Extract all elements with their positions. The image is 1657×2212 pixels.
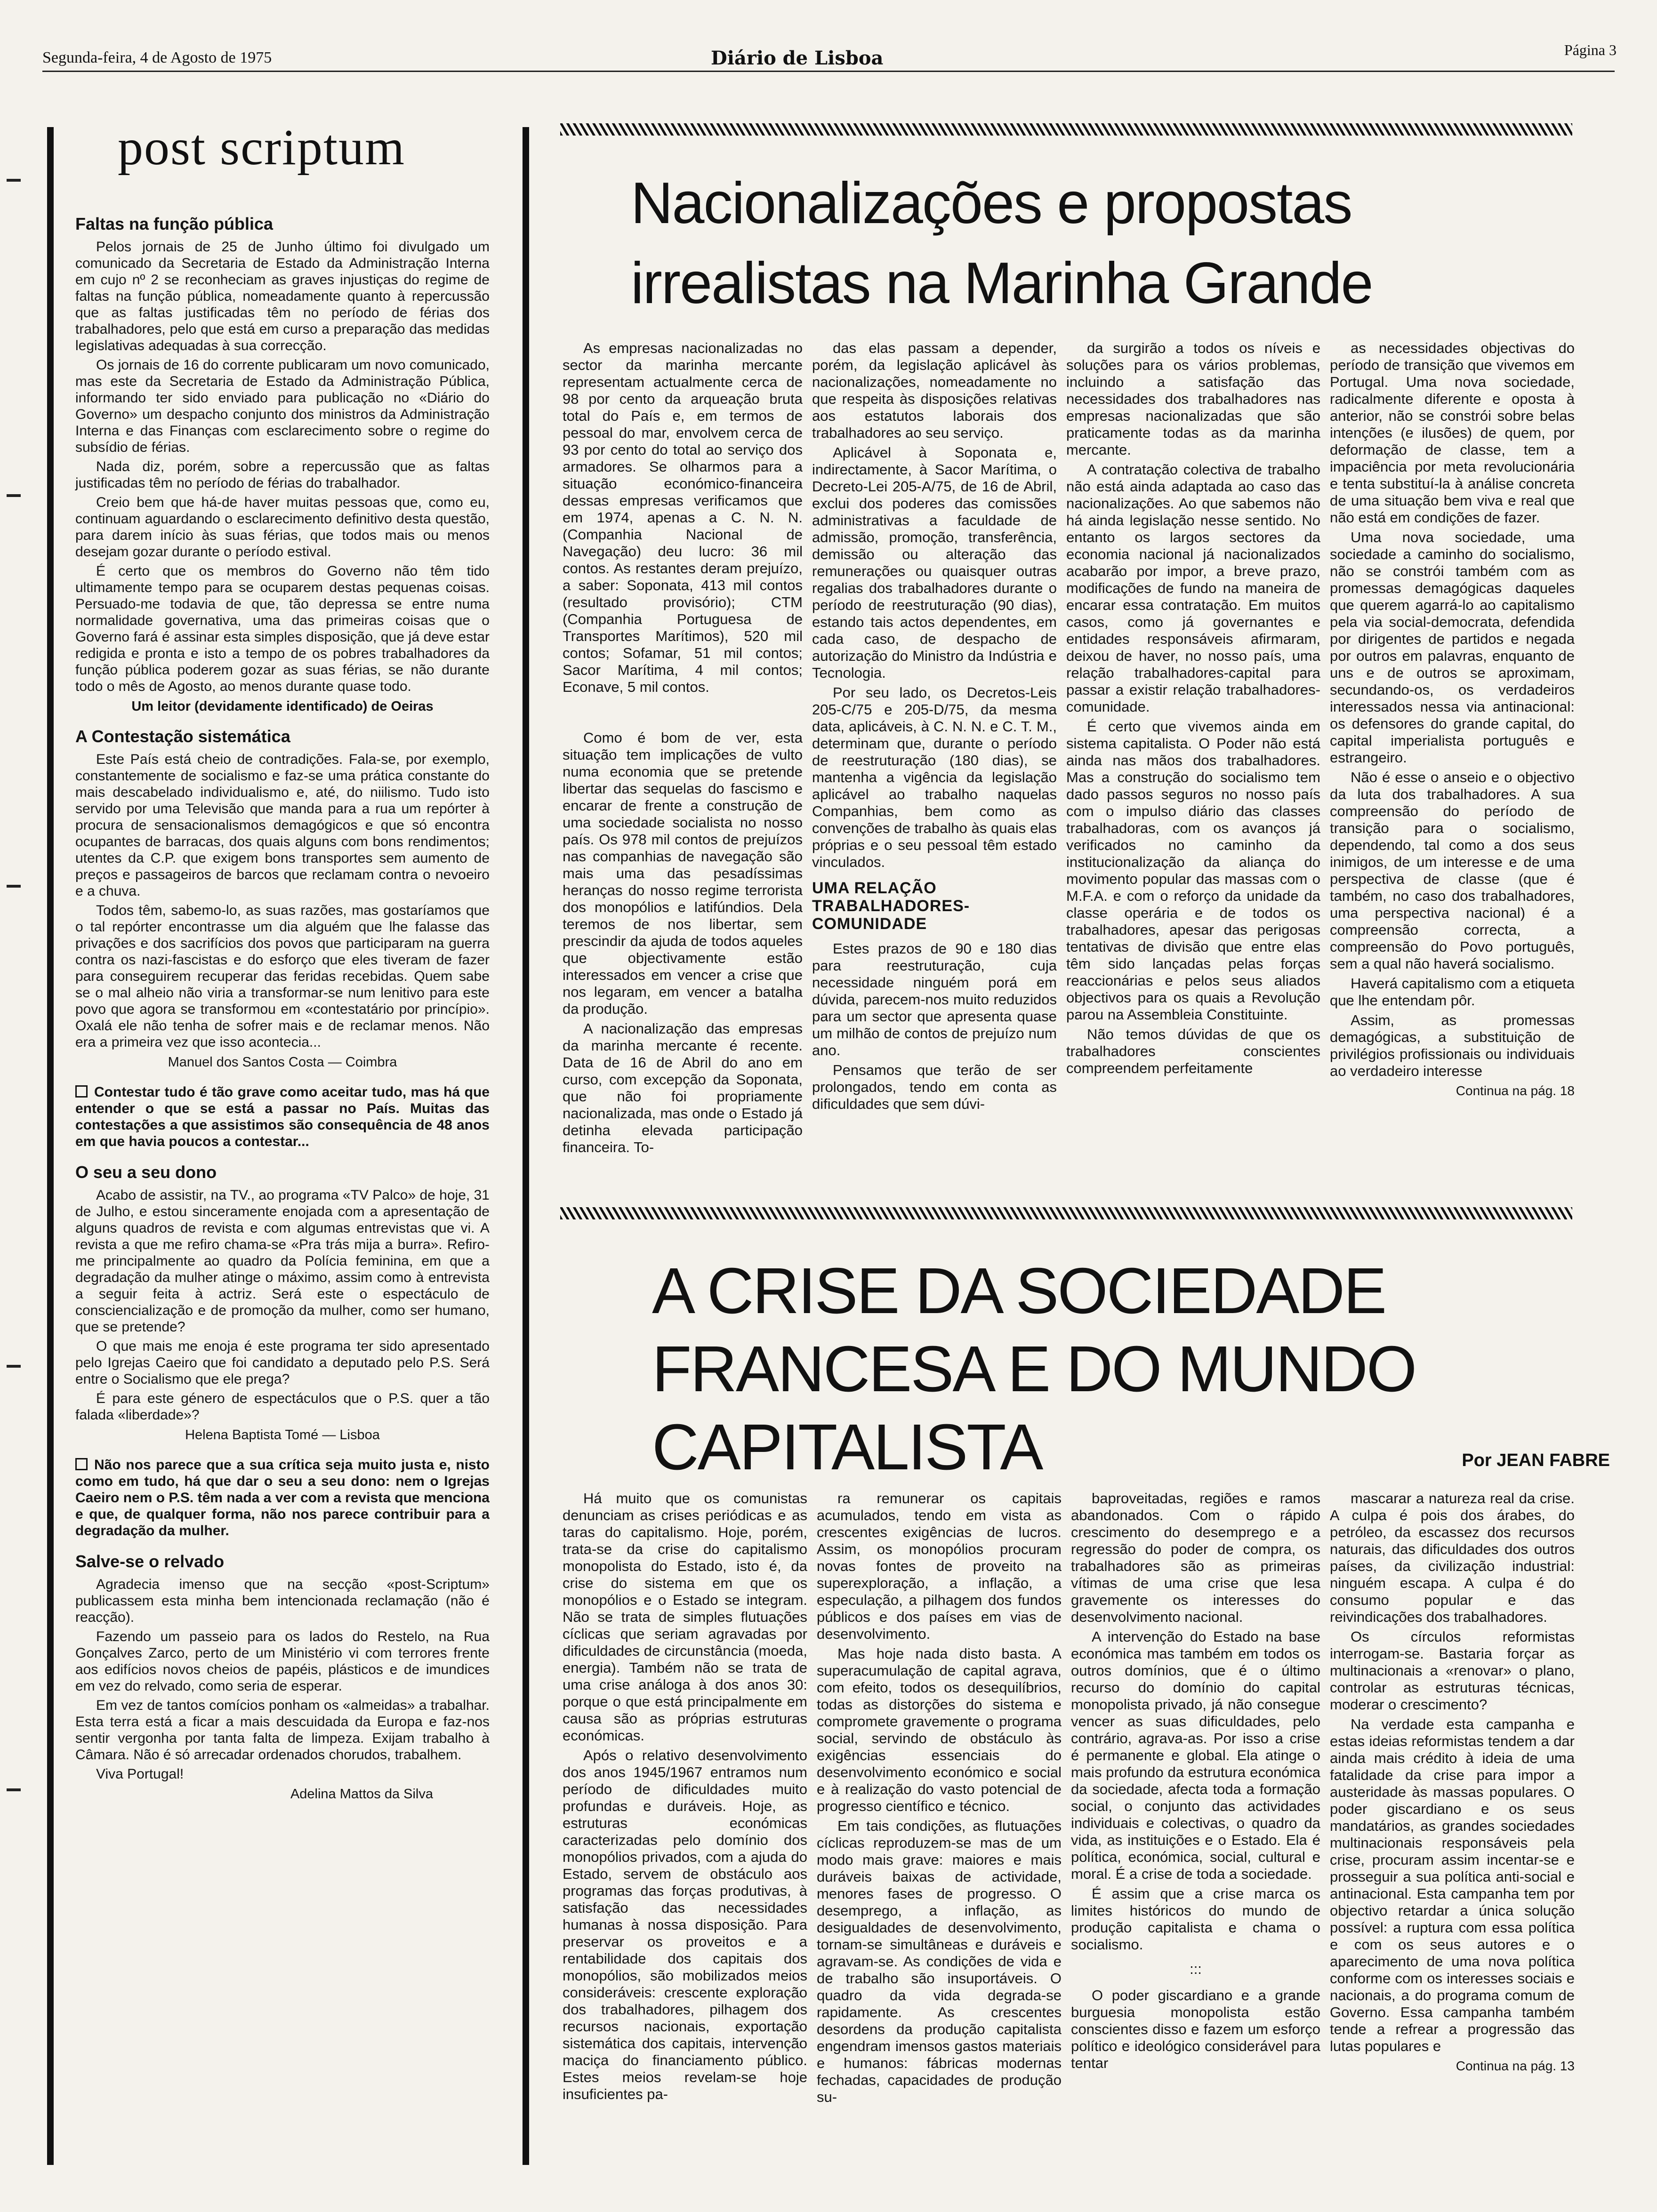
paragraph: Aplicável à Soponata e, indirectamente, à Sacor Marítima, o Decreto-Lei 205-A/75, de 16 de Abril, exclui dos poderes das comissões administrativas a faculdade de admissão, promoção, transferência, demissão ou alteração das remunerações ou quaisquer outras regalias dos trabalhadores durante o período de reestruturação (90 dias), estando tais actos dependentes, em cada caso, de despacho de autorização do Ministro da Indústria e Tecnologia. (812, 444, 1061, 681)
article-column (563, 729, 807, 1159)
paragraph: Pelos jornais de 25 de Junho último foi divulgado um comunicado da Secretaria de Estado da Administração Interna em cujo nº 2 se reconheciam as graves injustiças do regime de faltas na função pública, nomeadamente quanto à repercussão que as faltas justificadas têm no período de férias dos trabalhadores, pelo que está em curso a preparação das medidas legislativas adequadas à sua correcção. (75, 239, 494, 353)
paragraph: Todos têm, sabemo-lo, as suas razões, mas gostaríamos que o tal repórter encontrasse um dia alguém que lhe falasse das privações e dos sacrifícios dos povos que participaram na guerra contra os nazi-fascistas e do esforço que eles tiveram de fazer para conseguirem recuperar das feridas recebidas. Quem sabe se o mal alheio não viria a transformar-se num lenitivo para este povo que agora se transformou em «contestatário por princípio». Oxalá ele não tenha de sofrer mais e de reclamar menos. Não era a primeira vez que isso acontecia... (75, 903, 494, 1050)
masthead-rule (42, 71, 1615, 72)
paragraph: Haverá capitalismo com a etiqueta que lhe entendam pôr. (1330, 975, 1579, 1009)
paragraph: As empresas nacionalizadas no sector da marinha mercante representam actualmente cerca de 98 por cento da arqueação bruta total do País e, em termos de pessoal do mar, envolvem cerca de 93 por cento do total ao serviço dos armadores. Se olharmos para a situação económico-financeira dessas empresas verificamos que em 1974, apenas a C. N. N. (Companhia Nacional de Navegação) deu lucro: 36 mil contos. As restantes deram prejuízo, a saber: Soponata, 413 mil contos (resultado provisório); CTM (Companhia Portuguesa de Transportes Marítimos), 520 mil contos; Sofamar, 51 mil contos; Sacor Marítima, 4 mil contos; Econave, 5 mil contos. (563, 340, 807, 695)
article-column (817, 1490, 1066, 2108)
article-column (1071, 1490, 1325, 2075)
paragraph: as necessidades objectivas do período de transição que vivemos em Portugal. Uma nova sociedade, radicalmente diferente e oposta à anterior, não se constrói sobre belas intenções (e ilusões) de quem, por deformação de classe, tem a impaciência por meta revolucionária e tenta substituí-la à análise concreta de uma situação bem viva e real que não está em condições de fazer. (1330, 340, 1579, 526)
letter-signature: Um leitor (devidamente identificado) de Oeiras (131, 699, 434, 714)
paragraph: Em vez de tantos comícios ponham os «almeidas» a trabalhar. Esta terra está a ficar a mais descuidada da Europa e faz-nos sentir vergonha por tanta falta de limpeza. Exijam trabalho à Câmara. Não é só arrecadar ordenados chorudos, trabalhem. (75, 1698, 494, 1763)
paragraph: das elas passam a depender, porém, da legislação aplicável às nacionalizações, nomeadamente no que respeita às disposições relativas aos estatutos laborais dos trabalhadores ao seu serviço. (812, 340, 1061, 441)
editor-note (75, 1457, 494, 1539)
paragraph: Nada diz, porém, sobre a repercussão que as faltas justificadas têm no período de férias do trabalhador. (75, 459, 494, 491)
paragraph: É assim que a crise marca os limites históricos do mundo de produção capitalista e chama o socialismo. (1071, 1885, 1325, 1953)
headline-line: A CRISE DA SOCIEDADE (652, 1255, 1386, 1327)
paragraph: Na verdade esta campanha e estas ideias reformistas tendem a dar ainda mais crédito à ideia de uma fatalidade da crise para impor a austeridade às massas populares. O poder giscardiano e os seus mandatários, as grandes sociedades multinacionais responsáveis pela crise, procuram assim incentar-se e prosseguir a sua política anti-social e antinacional. Esta campanha tem por objectivo retardar a única solução possível: a ruptura com essa política e com os seus autores e o aparecimento de uma nova política conforme com os interesses sociais e nacionais, a do programa comum de Governo. Essa campanha também tende a refrear a progressão das lutas populares e (1330, 1716, 1579, 2054)
margin-mark (7, 1365, 21, 1368)
paragraph: Pensamos que terão de ser prolongados, tendo em conta as dificuldades que sem dúvi- (812, 1062, 1061, 1112)
newspaper-title: Diário de Lisboa (711, 47, 884, 69)
paragraph: É certo que vivemos ainda em sistema capitalista. O Poder não está ainda nas mãos dos trabalhadores. Mas a construção do socialismo tem dado passos seguros no nosso país com o impulso diário das classes trabalhadoras, com os avanços já verificados no caminho da institucionalização da aliança do movimento popular das massas com o M.F.A. e com o reforço da unidade da classe operária e de todos os trabalhadores, apesar das perigosas tentativas de divisão que entre elas têm sido lançadas pelas forças reaccionárias e pelos seus aliados objectivos para os quais a Revolução parou na Assembleia Constituinte. (1066, 718, 1325, 1023)
section-heading: Salve-se o relvado (75, 1552, 225, 1571)
hatched-rule (560, 123, 1572, 136)
paragraph: Não é esse o anseio e o objectivo da luta dos trabalhadores. A sua compreensão do período de transição para o socialismo, dependendo, tal como a dos seus inimigos, de um interesse e de uma perspectiva de classe (que é também, no caso dos trabalhadores, uma perspectiva nacional) é a compreensão correcta, a compreensão do Povo português, sem a qual não haverá socialismo. (1330, 769, 1579, 972)
paragraph: Mas hoje nada disto basta. A superacumulação de capital agrava, com efeito, todos os desequilíbrios, todas as distorções do sistema e compromete gravemente o programa social, servindo de obstáculo às exigências essenciais do desenvolvimento económico e social e à realização do vasto potencial de progresso científico e técnico. (817, 1645, 1066, 1814)
paragraph: da surgirão a todos os níveis e soluções para os vários problemas, incluindo a satisfação das necessidades dos trabalhadores nas empresas nacionalizadas que são praticamente todas as da marinha mercante. (1066, 340, 1325, 458)
paragraph: ra remunerar os capitais acumulados, tendo em vista as crescentes exigências de lucros. Assim, os monopólios procuram novas fontes de proveito na superexploração, a inflação, a especulação, a pilhagem dos fundos públicos e dos países em vias de desenvolvimento. (817, 1490, 1066, 1642)
paragraph: baproveitadas, regiões e ramos abandonados. Com o rápido crescimento do desemprego e a regressão do poder de compra, os trabalhadores são as primeiras vítimas de uma crise que lesa gravemente os interesses do desenvolvimento nacional. (1071, 1490, 1325, 1625)
paragraph: Uma nova sociedade, uma sociedade a caminho do socialismo, não se constrói também com as promessas demagógicas daqueles que querem agarrá-lo ao capitalismo pela via social-democrata, defendida por dirigentes de partidos e negada por outros em palavras, enquanto de uns e de outros se aproximam, secundando-os, os verdadeiros interessados nessa via antinacional: os defensores do grande capital, do capital imperialista português e estrangeiro. (1330, 529, 1579, 766)
paragraph: É certo que os membros do Governo não têm tido ultimamente tempo para se ocuparem destas pequenas coisas. Persuado-me todavia de que, tão depressa se entre numa normalidade governativa, uma das primeiras coisas que o Governo fará é assinar esta simples disposição, que já deve estar redigida e pronta e isto a tempo de os pobres trabalhadores da função pública poderem gozar as suas férias, se não durante todo o mês de Agosto, ao menos durante quase todo. (75, 563, 494, 694)
paragraph: É para este género de espectáculos que o P.S. quer a tão falada «liberdade»? (75, 1391, 494, 1423)
section-separator: ::: (1190, 1961, 1202, 1977)
page-number: Página 3 (1564, 41, 1617, 58)
headline-line: FRANCESA E DO MUNDO (652, 1333, 1416, 1405)
masthead-date: Segunda-feira, 4 de Agosto de 1975 (42, 49, 272, 66)
post-scriptum-title: post scriptum (118, 120, 405, 176)
letter-signature: Helena Baptista Tomé — Lisboa (185, 1427, 380, 1443)
article-column (1066, 340, 1325, 1080)
paragraph: Fazendo um passeio para os lados do Restelo, na Rua Gonçalves Zarco, perto de um Ministério vi com terrores frente aos edifícios novos cheios de papéis, plásticos e de imundices em vez do relvado, como seria de esperar. (75, 1629, 494, 1694)
subheading: UMA RELAÇÃO TRABALHADORES-COMUNIDADE (812, 879, 970, 933)
margin-mark (7, 885, 21, 888)
editor-note (75, 1084, 494, 1150)
paragraph: Agradecia imenso que na secção «post-Scriptum» publicassem esta minha bem intencionada reclamação (não é reacção). (75, 1577, 494, 1625)
section-heading: O seu a seu dono (75, 1162, 217, 1182)
byline: Por JEAN FABRE (1462, 1451, 1610, 1470)
continued-link[interactable]: Continua na pág. 18 (1456, 1083, 1575, 1098)
margin-mark (7, 179, 21, 182)
letter-signature: Adelina Mattos da Silva (290, 1787, 433, 1802)
post-scriptum-column (75, 214, 494, 1816)
section-heading: Faltas na função pública (75, 214, 273, 233)
paragraph: Viva Portugal! (96, 1766, 184, 1782)
paragraph: A intervenção do Estado na base económica mas também em todos os outros domínios, que é o último recurso do domínio do capital monopolista privado, já não consegue vencer as suas dificuldades, pelo contrário, agrava-as. Por isso a crise é permanente e global. Ela atinge o mais profundo da estrutura económica da sociedade, afecta toda a formação social, o conjunto das actividades individuais e colectivas, o quadro da vida, as instituições e o Estado. Ela é política, económica, social, cultural e moral. É a crise de toda a sociedade. (1071, 1628, 1325, 1882)
margin-mark (7, 1788, 21, 1791)
continued-link[interactable]: Continua na pág. 13 (1456, 2059, 1575, 2073)
article-column (563, 340, 807, 698)
paragraph: Acabo de assistir, na TV., ao programa «TV Palco» de hoje, 31 de Julho, e estou sinceramente enojada com a apresentação de alguns quadros de revista e com algumas entrevistas que vi. A revista a que me refiro chama-se «Pra trás mija a burra». Refiro-me principalmente ao quadro da Polícia feminina, em que a degradação da mulher atinge o máximo, assim como à entrevista a seguir feita à actriz. Será este o espectáculo de consciencialização e de promoção da mulher, como ser humano, que se pretende? (75, 1187, 494, 1335)
square-bullet-icon (75, 1458, 88, 1470)
headline-line: Nacionalizações e propostas (631, 171, 1352, 236)
paragraph: Em tais condições, as flutuações cíclicas reproduzem-se mas de um modo mais grave: maiores e mais duráveis baixas de actividade, menores fases de progresso. O desemprego, a inflação, as desigualdades de desenvolvimento, tornam-se simultâneas e duráveis e agravam-se. As condições de vida e de trabalho são insuportáveis. O quadro da vida degrada-se rapidamente. As crescentes desordens da produção capitalista engendram imensos gastos materiais e humanos: fábricas modernas fechadas, capacidades de produção su- (817, 1818, 1066, 2105)
paragraph: Como é bom de ver, esta situação tem implicações de vulto numa economia que se pretende libertar das sequelas do fascismo e encarar de frente a construção de uma sociedade socialista no nosso país. Os 978 mil contos de prejuízos nas companhias de navegação são mais uma das pesadíssimas heranças do nosso regime terrorista dos monopólios e latifúndios. Dela teremos de nos libertar, sem prescindir da ajuda de todos aqueles que objectivamente estão interessados em vencer a crise que nos legaram, em vencer a batalha da produção. (563, 729, 807, 1017)
paragraph: Estes prazos de 90 e 180 dias para reestruturação, cuja necessidade ninguém porá em dúvida, parecem-nos muito reduzidos para um sector que apresenta quase um milhão de contos de prejuízo num ano. (812, 940, 1061, 1058)
paragraph: O poder giscardiano e a grande burguesia monopolista estão conscientes disso e fazem um esforço político e ideológico considerável para tentar (1071, 1987, 1325, 2071)
article-column (1330, 340, 1579, 1099)
paragraph: A contratação colectiva de trabalho não está ainda adaptada ao caso das nacionalizações. Ao que sabemos não há ainda legislação nesse sentido. No entanto os largos sectores da economia nacional já nacionalizados acabarão por impor, a breve prazo, modificações de fundo na maneira de encarar essa contratação. Em muitos casos, como já governantes e entidades responsáveis afirmaram, deixou de haver, no nosso país, uma relação trabalhadores-capital para passar a existir relação trabalhadores-comunidade. (1066, 461, 1325, 715)
column-rule-left (47, 127, 54, 2165)
paragraph: Assim, as promessas demagógicas, a substituição de privilégios profissionais ou individuais ao verdadeiro interesse (1330, 1012, 1579, 1079)
paragraph: Não temos dúvidas de que os trabalhadores conscientes compreendem perfeitamente (1066, 1026, 1325, 1076)
editor-note-text: Contestar tudo é tão grave como aceitar tudo, mas há que entender o que se está a passar no País. Muitas das contestações a que assistimos são consequência de 48 anos em que havia poucos a contestar... (75, 1084, 494, 1149)
paragraph: Os círculos reformistas interrogam-se. Bastaria forçar as multinacionais a «renovar» o plano, controlar as estruturas técnicas, moderar o crescimento? (1330, 1628, 1579, 1713)
paragraph: Após o relativo desenvolvimento dos anos 1945/1967 entramos num período de dificuldades muito profundas e duráveis. Hoje, as estruturas económicas caracterizadas pelo domínio dos monopólios privados, com a ajuda do Estado, servem de obstáculo aos programas das forças produtivas, à satisfação das necessidades humanas à nossa disposição. Para preservar os proveitos e a rentabilidade dos capitais dos monopólios, são mobilizados meios consideráveis: crescente exploração dos trabalhadores, pilhagem dos recursos nacionais, exportação sistemática dos capitais, intervenção maciça do financiamento público. Estes meios revelam-se hoje insuficientes pa- (563, 1747, 812, 2102)
hatched-rule (560, 1207, 1572, 1219)
paragraph: A nacionalização das empresas da marinha mercante é recente. Data de 16 de Abril do ano em curso, com excepção da Soponata, que não foi propriamente nacionalizada, mas onde o Estado já detinha elevada participação financeira. To- (563, 1020, 807, 1155)
paragraph: Os jornais de 16 do corrente publicaram um novo comunicado, mas este da Secretaria de Estado da Administração Pública, informando ter sido enviado para publicação no «Diário do Governo» um despacho conjunto dos ministros da Administração Interna e das Finanças com esclarecimento sobre o regime do subsídio de férias. (75, 357, 494, 455)
paragraph: mascarar a natureza real da crise. A culpa é pois dos árabes, do petróleo, da escassez dos recursos naturais, das dificuldades dos outros países, da civilização industrial: ninguém escapa. A culpa é do consumo popular e das reivindicações dos trabalhadores. (1330, 1490, 1579, 1625)
article-column (563, 1490, 812, 2106)
article-column (812, 340, 1061, 1115)
editor-note-text: Não nos parece que a sua crítica seja muito justa e, nisto como em tudo, há que dar o seu a seu dono: nem o Igrejas Caeiro nem o P.S. têm nada a ver com a revista que menciona e que, de qualquer forma, não nos parece contribuir para a degradação da mulher. (75, 1457, 494, 1539)
letter-signature: Manuel dos Santos Costa — Coimbra (168, 1055, 397, 1070)
section-heading: A Contestação sistemática (75, 727, 290, 746)
square-bullet-icon (75, 1085, 88, 1098)
margin-mark (7, 494, 21, 497)
headline-line: CAPITALISTA (652, 1411, 1042, 1483)
paragraph: Este País está cheio de contradições. Fala-se, por exemplo, constantemente de socialismo e faz-se uma prática constante do mais descabelado individualismo e, até, do niilismo. Tudo isto servido por uma Televisão que manda para a rua um repórter à procura de sensacionalismos demagógicos e que só encontra ocupantes de barracas, dos quais alguns com bons rendimentos; utentes da C.P. que exigem bons transportes sem aumento de preços e passageiros de barcos que reclamam contra o nevoeiro e a chuva. (75, 752, 494, 899)
article-column (1330, 1490, 1579, 2075)
column-rule-right (523, 127, 529, 2165)
paragraph: O que mais me enoja é este programa ter sido apresentado pelo Igrejas Caeiro que foi candidato a deputado pelo P.S. Será entre o Socialismo que ele prega? (75, 1338, 494, 1387)
paragraph: Por seu lado, os Decretos-Leis 205-C/75 e 205-D/75, da mesma data, aplicáveis, à C. N. N. e C. T. M., determinam que, durante o período de reestruturação (180 dias), se mantenha a vigência da legislação aplicável ao trabalho naquelas Companhias, bem como as convenções de trabalho às quais elas próprias e o seu pessoal têm estado vinculados. (812, 684, 1061, 870)
headline-line: irrealistas na Marinha Grande (631, 251, 1373, 316)
paragraph: Creio bem que há-de haver muitas pessoas que, como eu, continuam aguardando o esclarecimento definitivo desta questão, para darem início às suas férias, que todos mais ou menos desejam gozar durante o período estival. (75, 495, 494, 560)
paragraph: Há muito que os comunistas denunciam as crises periódicas e as taras do capitalismo. Hoje, porém, trata-se da crise do capitalismo monopolista do Estado, isto é, da crise do sistema em que os monopólios e o Estado se integram. Não se trata de simples flutuações cíclicas que seriam agravadas por dificuldades de circunstância (moeda, energia). Também não se trata de uma crise análoga à dos anos 30: porque o que está principalmente em causa são as próprias estruturas económicas. (563, 1490, 812, 1744)
